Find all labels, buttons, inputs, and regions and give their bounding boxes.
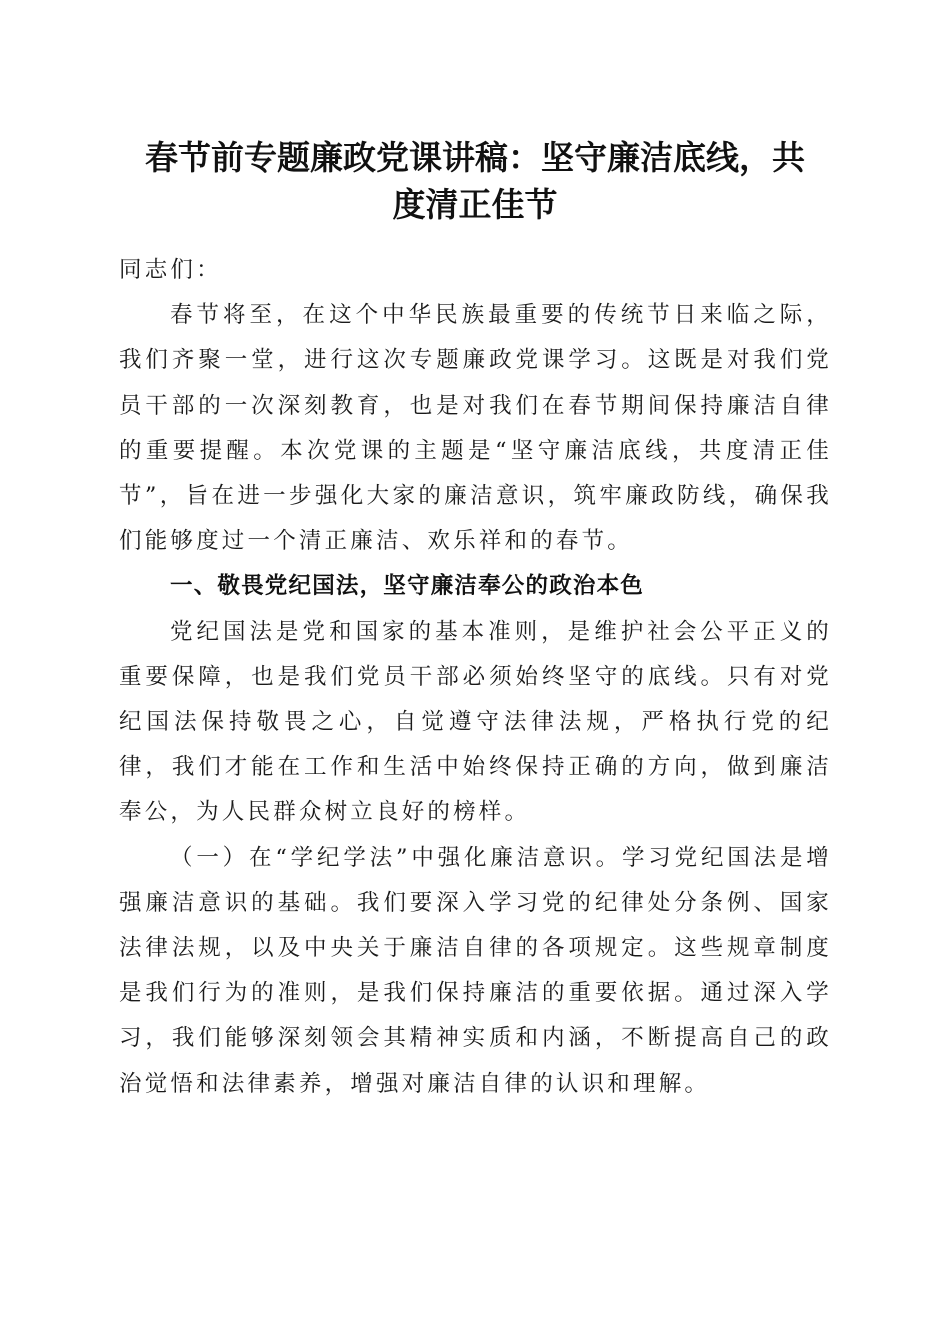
document-body xyxy=(119,248,832,1107)
document-title xyxy=(100,134,850,228)
section-1-paragraph: 党纪国法是党和国家的基本准则，是维护社会公平正义的重要保障，也是我们党员干部必须始终坚守的底线。只有对党纪国法保持敬畏之心，自觉遵守法律法规，严格执行党的纪律，我们才能在工作和生活中始终保持正确的方向，做到廉洁奉公，为人民群众树立良好的榜样。 xyxy=(119,618,832,826)
subsection-1-paragraph: （一）在“学纪学法”中强化廉洁意识。学习党纪国法是增强廉洁意识的基础。我们要深入学习党的纪律处分条例、国家法律法规，以及中央关于廉洁自律的各项规定。这些规章制度是我们行为的准则，是我们保持廉洁的重要依据。通过深入学习，我们能够深刻领会其精神实质和内涵，不断提高自己的政治觉悟和法律素养，增强对廉洁自律的认识和理解。 xyxy=(119,844,832,1097)
title-line-2: 度清正佳节 xyxy=(392,185,558,224)
intro-paragraph: 春节将至，在这个中华民族最重要的传统节日来临之际，我们齐聚一堂，进行这次专题廉政党课学习。这既是对我们党员干部的一次深刻教育，也是对我们在春节期间保持廉洁自律的重要提醒。本次党课的主题是“坚守廉洁底线，共度清正佳节”，旨在进一步强化大家的廉洁意识，筑牢廉政防线，确保我们能够度过一个清正廉洁、欢乐祥和的春节。 xyxy=(119,302,832,555)
section-1-heading: 一、敬畏党纪国法，坚守廉洁奉公的政治本色 xyxy=(170,573,645,600)
title-line-1: 春节前专题廉政党课讲稿：坚守廉洁底线，共 xyxy=(145,138,805,177)
salutation: 同志们： xyxy=(119,257,222,283)
